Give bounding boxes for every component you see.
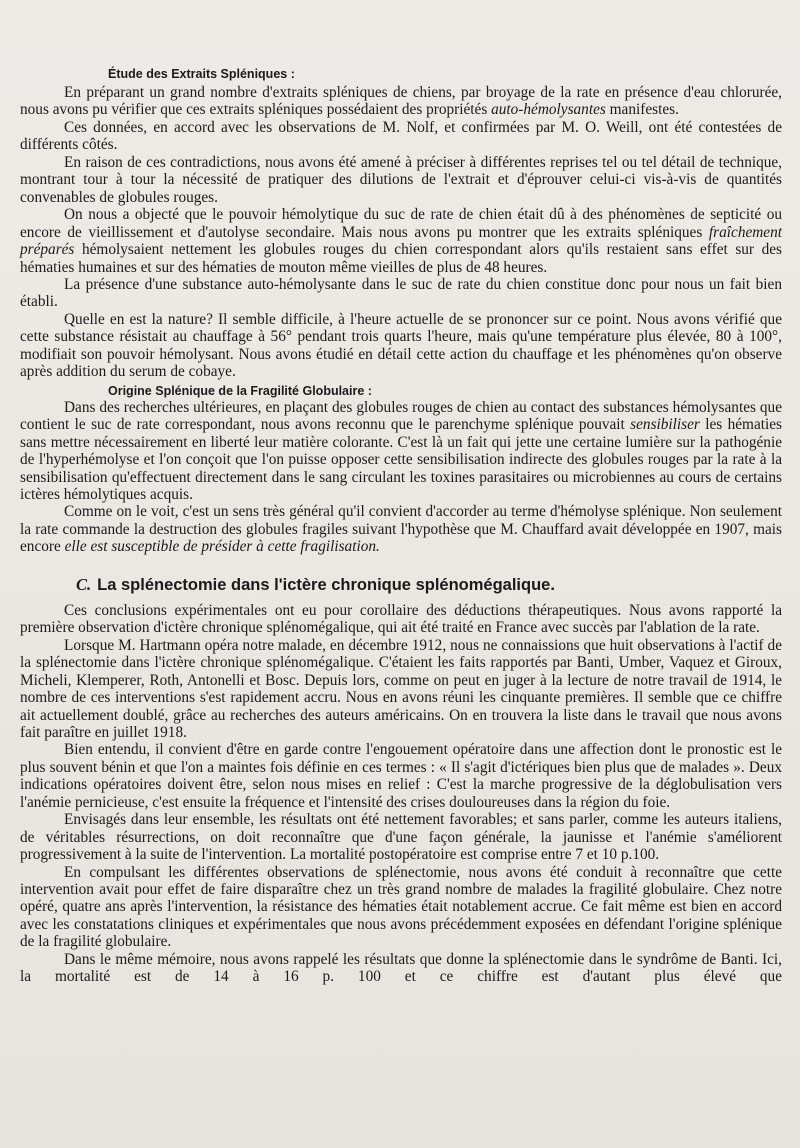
part-origine <box>20 399 782 556</box>
paragraph: Comme on le voit, c'est un sens très général qu'il convient d'accorder au terme d'hémolyse splénique. Non seulement la rate commande la destruction des globules fragiles suivant l'hypothèse que M. Chauffard avait développée en 1907, mais encore elle est susceptible de présider à cette fragilisation. <box>20 503 782 556</box>
paragraph: En préparant un grand nombre d'extraits spléniques de chiens, par broyage de la rate en présence d'eau chlorurée, nous avons pu vérifier que ces extraits spléniques possédaient des propriétés auto-hémolysantes manifestes. <box>20 84 782 119</box>
paragraph: Ces données, en accord avec les observations de M. Nolf, et confirmées par M. O. Weill, ont été contestées de différents côtés. <box>20 118 782 154</box>
part-splenectomie <box>20 602 782 986</box>
paragraph: Dans des recherches ultérieures, en plaçant des globules rouges de chien au contact des substances hémolysantes que contient le suc de rate correspondant, nous avons reconnu que le parenchyme splénique pouvait sensibiliser les hématies sans mettre nécessairement en liberté leur matière colorante. C'est là un fait qui jette une certaine lumière sur la pathogénie de l'hyperhémolyse et l'on conçoit que l'on puisse opposer cette sensibilisation indirecte des globules rouges par la rate à la sensibilisation qu'effectuent directement dans le sang circulant les toxines parasitaires ou microbiennes au cours de certains ictères hémolytiques acquis. <box>20 398 782 503</box>
paragraph: La présence d'une substance auto-hémolysante dans le suc de rate du chien constitue donc pour nous un fait bien établi. <box>20 275 782 311</box>
section-title: La splénectomie dans l'ictère chronique splénomégalique. <box>97 575 555 594</box>
paragraph: En raison de ces contradictions, nous avons été amené à préciser à différentes reprises tel ou tel détail de technique, montrant tour à tour la nécessité de pratiquer des dilutions de l'extrait et d'éprouver celui-ci vis-à-vis de quantités convenables de globules rouges. <box>20 153 782 206</box>
paragraph: Dans le même mémoire, nous avons rappelé les résultats que donne la splénectomie dans le syndrôme de Banti. Ici, la mortalité est de 14 à 16 p. 100 et ce chiffre est d'autant plus élevé que <box>20 950 782 986</box>
paragraph: Ces conclusions expérimentales ont eu pour corollaire des déductions thérapeutiques. Nous avons rapporté la première observation d'ictère chronique splénomégalique, qui ait été traité en France avec succès par l'ablation de la rate. <box>20 601 782 637</box>
paragraph: En compulsant les différentes observations de splénectomie, nous avons été conduit à reconnaître que cette intervention avait pour effet de faire disparaître chez un très grand nombre de malades la fragilité globulaire. Chez notre opéré, quatre ans après l'intervention, la résistance des hématies était notablement accrue. Ce fait même est bien en accord avec les constatations cliniques et expérimentales que nous avons précédemment exposées en défendant l'origine splénique de la fragilité globulaire. <box>20 863 782 951</box>
paragraph: Quelle en est la nature? Il semble difficile, à l'heure actuelle de se prononcer sur ce point. Nous avons vérifié que cette substance résistait au chauffage à 56° pendant trois quarts l'heure, mais qu'une température plus élevée, 80 à 100°, modifiait son pouvoir hémolysant. Nous avons étudié en détail cette action du chauffage et les phénomènes qu'on observe après addition du serum de cobaye. <box>20 310 782 381</box>
paragraph: On nous a objecté que le pouvoir hémolytique du suc de rate de chien était dû à des phénomènes de septicité ou encore de vieillissement et d'autolyse secondaire. Mais nous avons pu montrer que les extraits spléniques fraîchement préparés hémolysaient nettement les globules rouges du chien correspondant alors qu'ils restaient sans effet sur des hématies humaines et sur des hématies de mouton même vieilles de plus de 48 heures. <box>20 206 782 276</box>
part-extraits <box>20 84 782 381</box>
section-letter: C. <box>76 574 92 594</box>
section-heading <box>20 574 782 596</box>
heading-origine: Origine Splénique de la Fragilité Globulaire : <box>108 383 372 398</box>
paragraph: Lorsque M. Hartmann opéra notre malade, en décembre 1912, nous ne connaissions que huit observations à l'actif de la splénectomie dans l'ictère chronique splénomégalique. C'étaient les faits rapportés par Banti, Umber, Vaquez et Giroux, Micheli, Klemperer, Roth, Antonelli et Bosc. Depuis lors, comme on peut en juger à la lecture de notre travail de 1914, le nombre de ces interventions s'est rapidement accru. Nous en avons réuni les cinquante premières. Il semble que ce chiffre ait actuellement doublé, grâce au recherches des auteurs américains. On en trouvera la liste dans le travail que nous avons fait paraître en juillet 1918. <box>20 636 782 741</box>
heading-extraits: Étude des Extraits Spléniques : <box>108 67 295 81</box>
paragraph: Envisagés dans leur ensemble, les résultats ont été nettement favorables; et sans parler, comme les auteurs italiens, de véritables résurrections, on doit reconnaître que d'une façon générale, la jaunisse et l'anémie s'améliorent progressivement à la suite de l'intervention. La mortalité postopératoire est comprise entre 7 et 10 p.100. <box>20 811 782 864</box>
paragraph: Bien entendu, il convient d'être en garde contre l'engouement opératoire dans une affection dont le pronostic est le plus souvent bénin et que l'on a maintes fois définie en ces termes : « Il s'agit d'ictériques bien plus que de malades ». Deux indications opératoires doivent être, selon nous mises en relief : C'est la marche progressive de la déglobulisation vers l'anémie pernicieuse, c'est ensuite la fréquence et l'intensité des crises douloureuses dans la région du foie. <box>20 741 782 811</box>
